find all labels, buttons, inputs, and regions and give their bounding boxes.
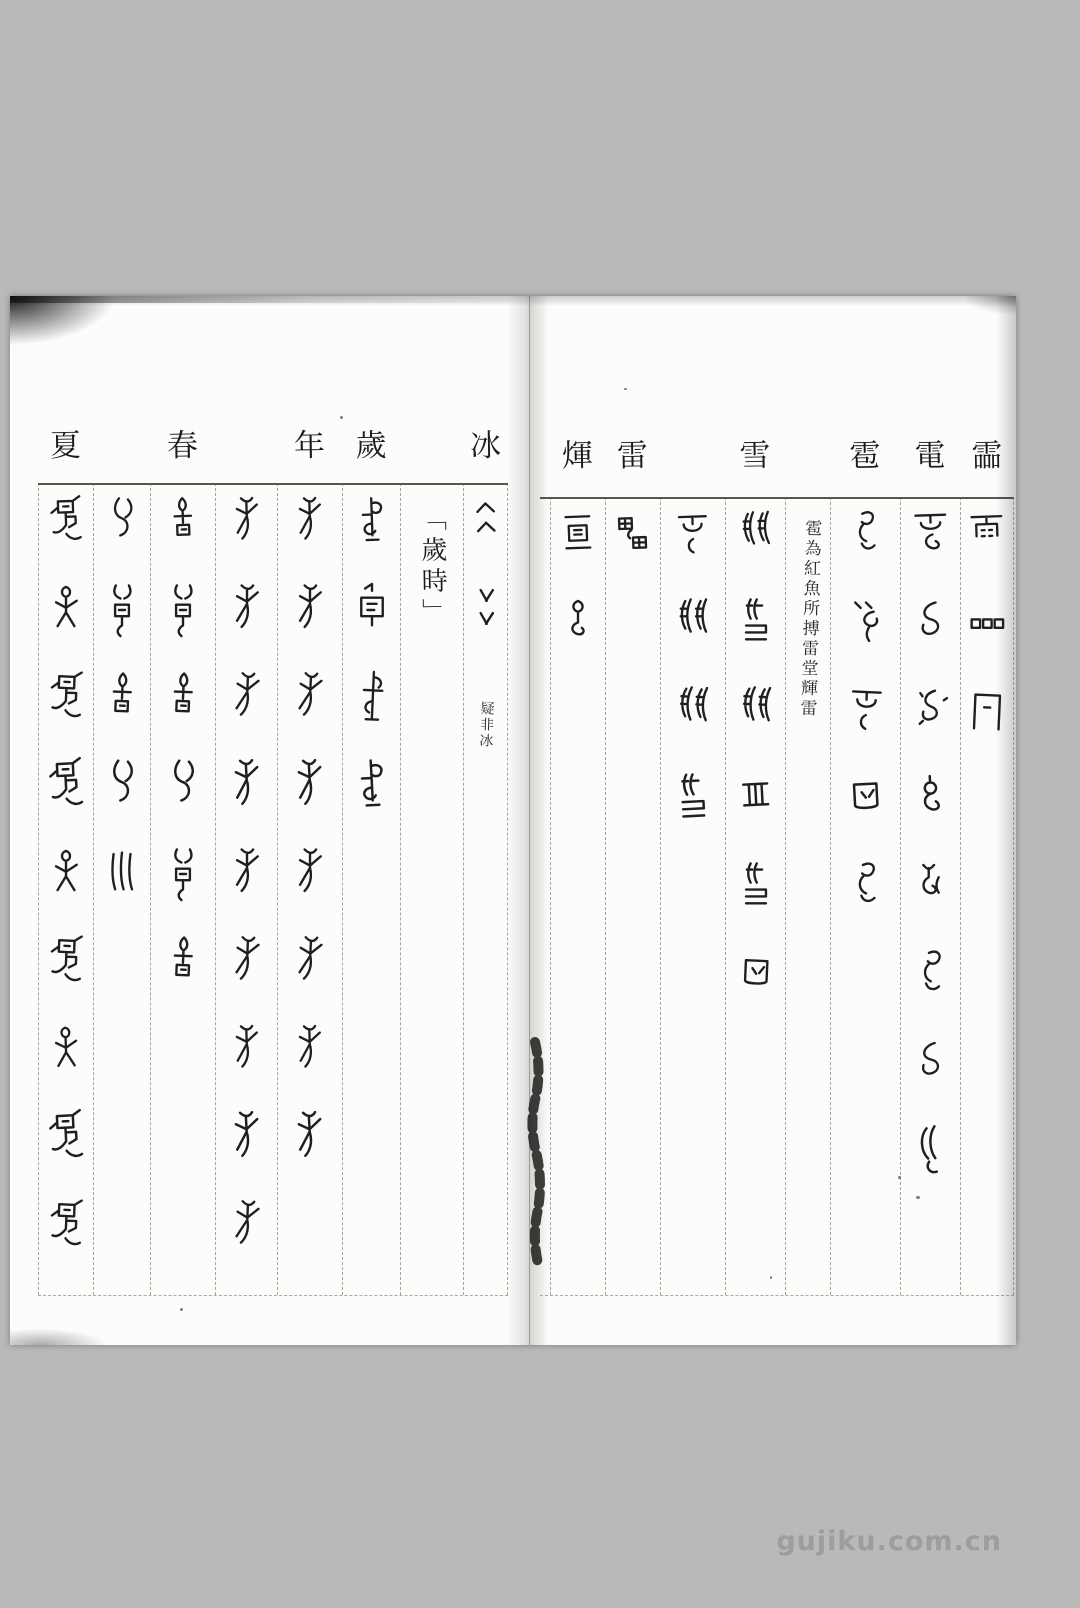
column-header-ling: 霝 bbox=[971, 437, 1003, 475]
glyph-rain-s bbox=[670, 505, 717, 567]
column-nian-b bbox=[215, 483, 277, 1295]
glyph-rain-s bbox=[841, 680, 890, 744]
glyph-grain-person bbox=[222, 1194, 271, 1258]
glyph-feather-pair bbox=[670, 593, 716, 655]
glyph-moon-coil bbox=[905, 1119, 956, 1186]
column-chun bbox=[150, 483, 215, 1295]
glyph-vine bbox=[96, 753, 147, 820]
glyph-grass-sun bbox=[160, 843, 206, 905]
column-lei bbox=[605, 497, 660, 1295]
glyph-grain-person bbox=[221, 753, 272, 820]
glyph-grain-person bbox=[222, 930, 271, 994]
grid-bottomline bbox=[540, 1295, 1014, 1297]
column-header-nian-b bbox=[215, 430, 277, 431]
glyph-grain-person bbox=[287, 579, 333, 641]
glyph-grain-person bbox=[284, 1105, 335, 1172]
glyph-step-box bbox=[349, 579, 395, 641]
glyph-big-head bbox=[40, 753, 91, 820]
glyph-bud-box bbox=[159, 930, 208, 994]
glyph-feather-pair bbox=[732, 505, 779, 567]
glyph-bud-box bbox=[159, 666, 208, 730]
glyph-grain-person bbox=[287, 491, 334, 553]
glyph-vine bbox=[157, 753, 208, 820]
glyph-big-head bbox=[43, 491, 90, 553]
glyph-coil-figure bbox=[843, 857, 889, 919]
column-header-bao: 雹 bbox=[849, 437, 881, 475]
glyph-ice-coil bbox=[843, 593, 889, 655]
column-bao-note bbox=[785, 497, 830, 1295]
spine-ink-smudge bbox=[522, 1034, 550, 1284]
section-title-suishi: 「歲時」 bbox=[415, 504, 448, 630]
column-bao bbox=[830, 497, 900, 1295]
book-scan-sheet bbox=[10, 296, 1016, 1345]
column-header-bao-note bbox=[785, 441, 830, 442]
glyph-grain-person bbox=[223, 1019, 270, 1081]
column-header-chun-l bbox=[93, 431, 150, 432]
column-header-bing: 冰 bbox=[469, 427, 502, 465]
column-sui bbox=[342, 483, 400, 1295]
glyph-grain-person bbox=[284, 753, 335, 820]
glyph-mouths-row bbox=[964, 593, 1010, 655]
column-xue bbox=[725, 497, 785, 1295]
glyph-grain-person bbox=[224, 579, 270, 641]
glyph-grain-person bbox=[286, 666, 335, 730]
glyph-broom bbox=[667, 767, 718, 834]
ink-speck bbox=[180, 1308, 183, 1311]
glyph-chevron-pair bbox=[462, 491, 509, 553]
glyph-grain-person bbox=[223, 491, 270, 553]
column-header-hui: 煇 bbox=[561, 437, 594, 475]
column-header-nian-a: 年 bbox=[293, 427, 326, 465]
glyph-s-coil bbox=[907, 1033, 954, 1095]
glyph-ring-coil bbox=[905, 767, 956, 834]
column-header-chun: 春 bbox=[166, 427, 199, 465]
ink-speck bbox=[340, 416, 343, 419]
column-section bbox=[400, 483, 463, 1295]
glyph-rain-coil bbox=[907, 505, 954, 567]
glyph-broom bbox=[733, 593, 779, 655]
glyph-person-stack bbox=[463, 579, 509, 641]
glyph-big-head bbox=[42, 1194, 91, 1258]
glyph-grain-person bbox=[222, 666, 271, 730]
glyph-y-coil bbox=[908, 857, 954, 919]
margin-note-bing: 疑非冰 bbox=[476, 700, 495, 750]
glyph-vine bbox=[99, 491, 146, 553]
grid-bottomline bbox=[38, 1295, 508, 1297]
column-bing bbox=[463, 483, 508, 1295]
glyph-axe-hook bbox=[346, 753, 397, 820]
glyph-axe-hook bbox=[348, 491, 395, 553]
column-dian bbox=[900, 497, 960, 1295]
glyph-grain-person bbox=[224, 843, 270, 905]
column-xia bbox=[38, 483, 93, 1295]
glyph-bud-box bbox=[160, 491, 207, 553]
glyph-feather-pair bbox=[669, 680, 718, 744]
glyph-net-dots bbox=[840, 767, 891, 834]
column-header-xue2 bbox=[660, 440, 725, 441]
glyph-grass-sun bbox=[160, 579, 206, 641]
glyph-arch bbox=[963, 680, 1012, 744]
glyph-grass-sun bbox=[99, 579, 145, 641]
glyph-grain-person bbox=[286, 930, 335, 994]
column-ling bbox=[960, 497, 1014, 1295]
glyph-head-coil bbox=[555, 593, 601, 655]
column-header-dian: 電 bbox=[914, 437, 946, 475]
column-header-xia: 夏 bbox=[49, 427, 82, 465]
glyph-big-head bbox=[40, 1105, 91, 1172]
glyph-bud-box bbox=[98, 666, 147, 730]
glyph-coil-figure bbox=[842, 505, 889, 567]
glyph-figure-arms bbox=[43, 579, 89, 641]
glyph-grain-person bbox=[287, 843, 333, 905]
glyph-dot-coil bbox=[906, 680, 955, 744]
glyph-feather-pair bbox=[731, 680, 780, 744]
margin-note-bao-note: 雹為紅魚所搏雷堂輝雷 bbox=[796, 518, 822, 720]
ink-speck bbox=[624, 388, 627, 390]
glyph-net-dots bbox=[731, 944, 780, 1008]
glyph-broom bbox=[733, 857, 779, 919]
glyph-s-coil bbox=[908, 593, 954, 655]
glyph-rain-dots bbox=[964, 505, 1011, 567]
watermark-text: gujiku.com.cn bbox=[776, 1526, 1002, 1557]
glyph-big-head bbox=[42, 930, 91, 994]
glyph-fields-pair bbox=[610, 505, 657, 567]
column-hui bbox=[550, 497, 605, 1295]
column-xue2 bbox=[660, 497, 725, 1295]
glyph-coil-figure bbox=[906, 944, 955, 1008]
glyph-triple-lines bbox=[99, 843, 145, 905]
glyph-tall-axe bbox=[347, 666, 396, 730]
glyph-comb-box bbox=[730, 767, 781, 834]
glyph-figure-arms bbox=[43, 1019, 90, 1081]
glyph-figure-arms bbox=[43, 843, 89, 905]
column-header-sui: 歲 bbox=[355, 427, 387, 465]
column-header-section bbox=[400, 430, 463, 431]
glyph-grain-person bbox=[221, 1105, 272, 1172]
glyph-spiral-box bbox=[555, 505, 602, 567]
glyph-grain-person bbox=[287, 1019, 334, 1081]
column-chun-l bbox=[93, 483, 150, 1295]
column-header-lei: 雷 bbox=[616, 437, 649, 475]
column-header-xue: 雪 bbox=[739, 437, 771, 475]
glyph-big-head bbox=[42, 666, 91, 730]
column-nian-a bbox=[277, 483, 342, 1295]
